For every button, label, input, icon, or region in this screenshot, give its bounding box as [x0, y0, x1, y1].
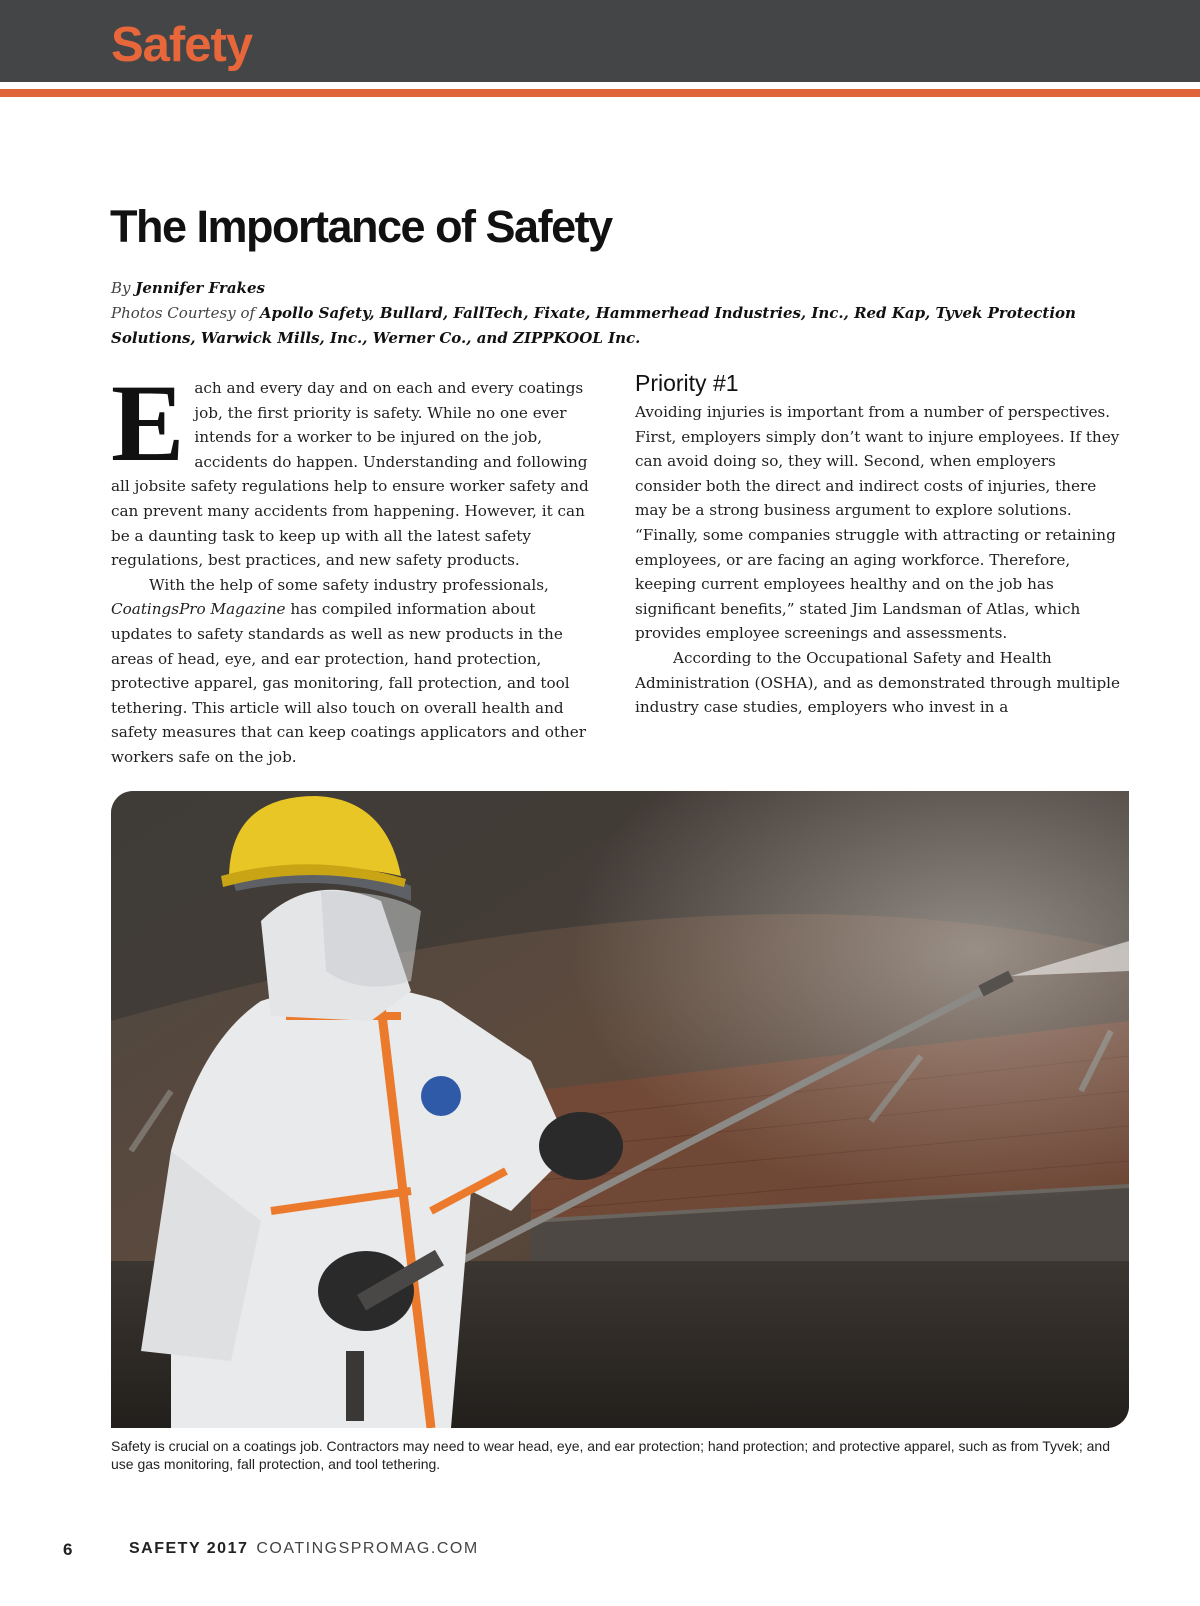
photo-credits-prefix: Photos Courtesy of [111, 304, 256, 322]
photo-credits [111, 301, 1121, 351]
article-title: The Importance of Safety [110, 201, 612, 252]
body-paragraph-3: Avoiding injuries is important from a number of perspectives. First, employers simply don’t want to injure employees. If they can avoid doing so, they will. Second, when employers consider both the direct and indirect costs of injuries, there may be a strong business argument to explore solutions. “Finally, some companies struggle with attracting or retaining employees, or are facing an aging workforce. Therefore, keeping current employees healthy and on the job has significant benefits,” stated Jim Landsman of Atlas, which provides employee screenings and assessments. [635, 403, 1120, 643]
footer-issue-line [129, 1540, 479, 1558]
body-paragraph-4: According to the Occupational Safety and Health Administration (OSHA), and as demonstrated through multiple industry case studies, employers who invest in a [635, 648, 1121, 717]
body-paragraph-2 [111, 573, 599, 770]
footer-site: COATINGSPROMAG.COM [256, 1540, 479, 1557]
body-paragraph-1: ach and every day and on each and every coatings job, the first priority is safety. While no one ever intends for a worker to be injured on the job, accidents do happen. Understanding and following all jobsite safety regulations help to ensure worker safety and can prevent many accidents from happening. However, it can be a daunting task to keep up with all the latest safety regulations, best practices, and new safety products. [111, 379, 589, 570]
para2-start: With the help of some safety industry professionals, [149, 575, 549, 594]
header-divider-orange [0, 89, 1200, 97]
drop-cap: E [111, 362, 185, 484]
page-number: 6 [63, 1540, 73, 1559]
section-header-bar [0, 0, 1200, 82]
author-name: Jennifer Frakes [135, 279, 265, 297]
byline-prefix: By [111, 279, 131, 297]
body-column-right [635, 368, 1121, 720]
photo-caption: Safety is crucial on a coatings job. Contractors may need to wear head, eye, and ear protection; hand protection; and protective apparel, such as from Tyvek; and use gas monitoring, fall protection, and tool tethering. [111, 1438, 1110, 1472]
feature-photo [111, 791, 1129, 1428]
header-divider-white [0, 82, 1200, 89]
section-label: Safety [111, 18, 253, 72]
para2-rest: has compiled information about updates to safety standards as well as new products in the areas of head, eye, and ear protection, hand protection, protective apparel, gas monitoring, fall protection, and tool tethering. This article will also touch on overall health and safety measures that can keep coatings applicators and other workers safe on the job. [111, 600, 586, 766]
article-credits [111, 276, 1121, 351]
byline [111, 276, 1121, 301]
body-column-left [111, 362, 599, 770]
magazine-name: CoatingsPro Magazine [111, 600, 286, 619]
footer-issue: SAFETY 2017 [129, 1540, 249, 1557]
subhead-priority: Priority #1 [635, 370, 739, 396]
photo-credits-list: Apollo Safety, Bullard, FallTech, Fixate, Hammerhead Industries, Inc., Red Kap, Tyvek Protection Solutions, Warwick Mills, Inc., Werner Co., and ZIPPKOOL Inc. [111, 304, 1076, 347]
